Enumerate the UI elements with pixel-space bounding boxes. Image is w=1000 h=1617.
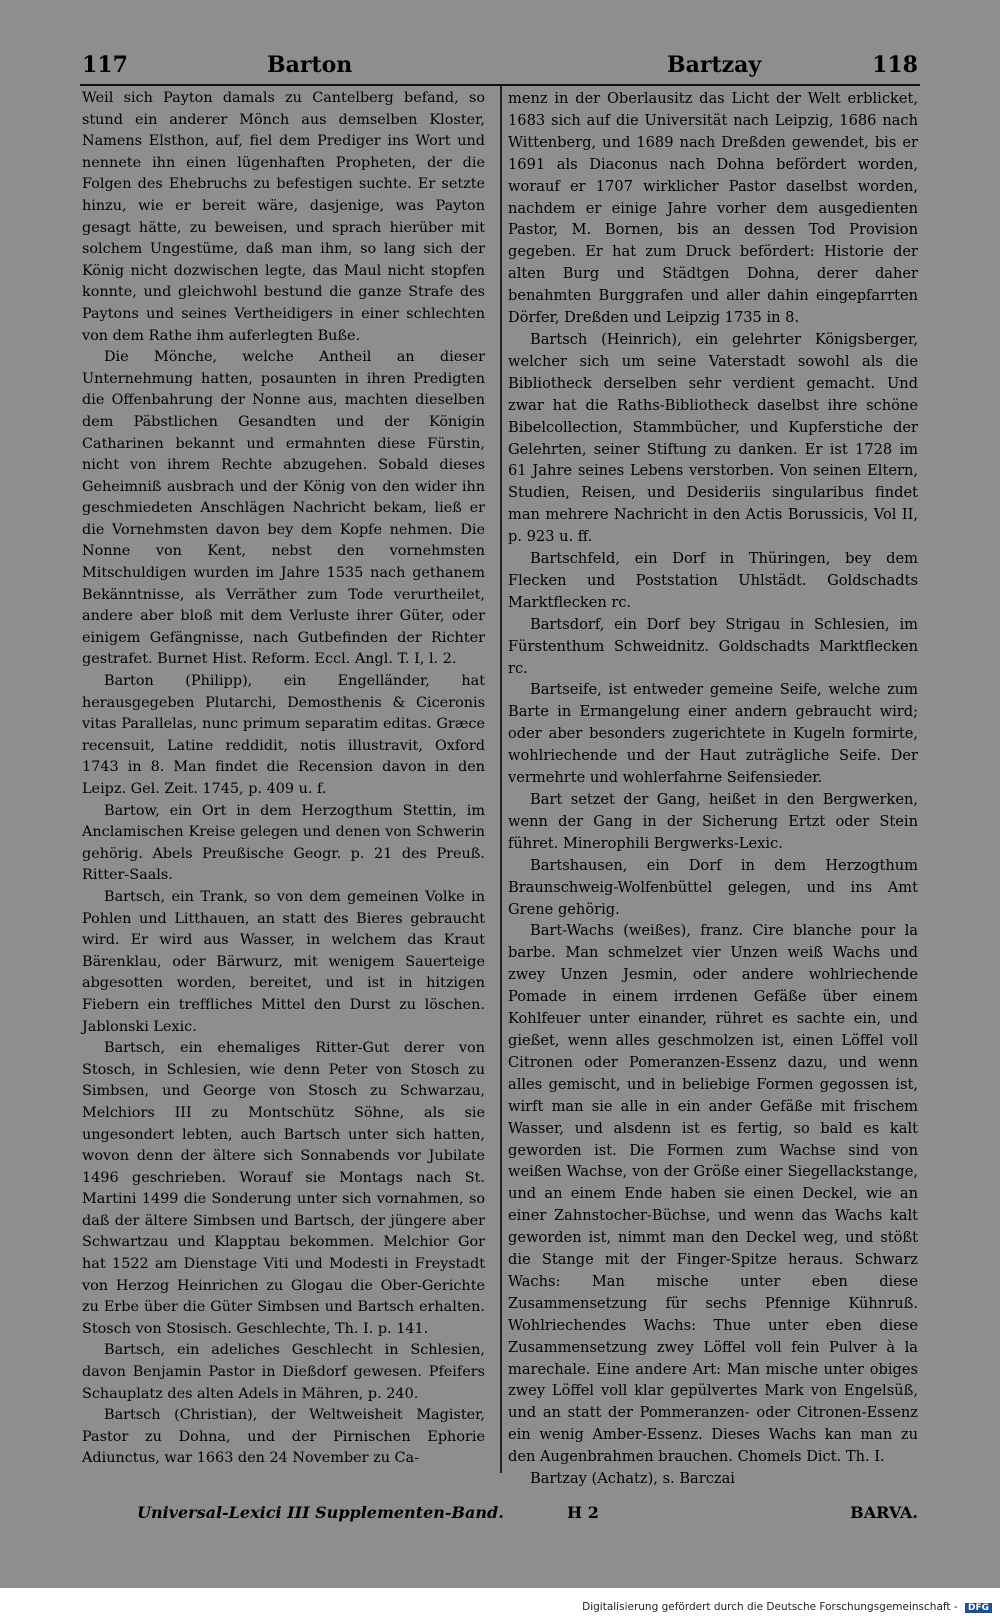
entry-bartow: Bartow, ein Ort in dem Herzogthum Stettin, im Anclamischen Kreise gelegen und denen von Schwerin gehörig. Abels Preußische Geogr. p. 21 des Preuß. Ritter-Saals. [82,802,485,884]
column-divider [500,86,502,1473]
signature-mark: H 2 [567,1503,599,1522]
entry-bart-setzet-der-gang: Bart setzet der Gang, heißet in den Bergwerken, wenn der Gang in der Sicherung Ertzt oder Stein führet. Minerophili Bergwerks-Lexic. [508,791,918,852]
entry-bartsch-heinrich: Bartsch (Heinrich), ein gelehrter Königsberger, welcher sich um seine Vaterstadt sowohl als die Bibliotheck derselben sehr verdient gemacht. Und zwar hat die Raths-Bibliotheck daselbst ihre schöne Bibelcollection, Stammbücher, und Kupferstiche der Gelehrten, seiner Stiftung zu danken. Er ist 1728 im 61 Jahre seines Lebens verstorben. Von seinen Eltern, Studien, Reisen, und Desideriis singularibus findet man mehrere Nachricht in den Actis Borussicis, Vol II, p. 923 u. ff. [508,330,918,546]
right-column [508,88,918,1490]
dfg-logo: DFG [965,1603,992,1613]
entry-bart-wachs: Bart-Wachs (weißes), franz. Cire blanche pour la barbe. Man schmelzet vier Unzen weiß Wachs und zwey Unzen Jesmin, oder andere wohlriechende Pomade in einem irrdenen Gefäße über einem Kohlfeuer unter einander, rühret es sachte ein, und gießet, wenn alles geschmolzen ist, einen Löffel voll Citronen oder Pomeranzen-Essenz dazu, und wenn alles gemischt, und in beliebige Formen gegossen ist, wirft man sie alle in ein ander Gefäße mit frischem Wasser, und alsdenn ist es fertig, so bald es kalt geworden ist. Die Formen zum Wachse sind von weißen Wachse, von der Größe einer Siegellackstange, und an einem Ende haben sie einen Deckel, wie an einer Zahnstocher-Büchse, und wenn das Wachs kalt geworden ist, nimmt man den Deckel weg, und stößt die Stange mit der Finger-Spitze heraus. Schwarz Wachs: Man mische unter eben diese Zusammensetzung für sechs Pfennige Kühnruß. Wohlriechendes Wachs: Thue unter eben diese Zusammensetzung zwey Löffel voll fein Pulver à la marechale. Eine andere Art: Man mische unter obiges zwey Löffel voll klar gepülvertes Mark von Engelsüß, und an statt der Pommeranzen- oder Citronen-Essenz ein wenig Amber-Essenz. Dieses Wachs kan man zu den Augenbrahmen brauchen. Chomels Dict. Th. I. [508,922,918,1466]
right-running-head: Bartzay [667,52,762,78]
page-footer [82,1503,918,1529]
left-column [82,88,485,1470]
entry-paragraph: Die Mönche, welche Antheil an dieser Unternehmung hatten, posaunten in ihren Predigten die Offenbahrung der Nonne aus, machten dieselben dem Päbstlichen Gesandten und der Königin Catharinen bekannt und ermahnten diese Fürstin, nicht von ihrem Rechte abzugehen. Sobald dieses Geheimniß ausbrach und der König von den wider ihn geschmiedeten Anschlägen Nachricht bekam, ließ er die Vornehmsten davon bey dem Kopfe nehmen. Die Nonne von Kent, nebst den vornehmsten Mitschuldigen wurden im Jahre 1535 nach gethanem Bekänntnisse, als Verräther zum Tode verurtheilet, andere aber bloß mit dem Verluste ihrer Güter, oder einigem Gefängnisse, nach Gutbefinden der Richter gestrafet. Burnet Hist. Reform. Eccl. Angl. T. I, l. 2. [82,349,485,668]
entry-bartsch-trank: Bartsch, ein Trank, so von dem gemeinen Volke in Pohlen und Litthauen, an statt des Bieres gebraucht wird. Er wird aus Wasser, in welchem das Kraut Bärenklau, oder Bärwurz, mit wenigem Sauerteige abgesotten worden, bereitet, und ist in hitzigen Fiebern ein treffliches Mittel den Durst zu löschen. Jablonski Lexic. [82,888,485,1035]
entry-bartsdorf: Bartsdorf, ein Dorf bey Strigau in Schlesien, im Fürstenthum Schweidnitz. Goldschadts Marktflecken rc. [508,615,918,677]
entry-bartsch-christian: Bartsch (Christian), der Weltweisheit Magister, Pastor zu Dohna, und der Pirnischen Ephorie Adiunctus, war 1663 den 24 November zu Ca- [82,1407,485,1467]
entry-continuation: menz in der Oberlausitz das Licht der Welt erblicket, 1683 sich auf die Universität nach Leipzig, 1686 nach Wittenberg, und 1689 nach Dreßden gewendet, bis er 1691 als Diaconus nach Dohna befördert worden, worauf er 1707 wirklicher Pastor daselbst worden, nachdem er einige Jahre vorher dem ausgedienten Pastor, M. Bornen, bis an dessen Tod Provision gegeben. Er hat zum Druck befördert: Historie der alten Burg und Städtgen Dohna, derer daher benahmten Burggrafen und aller dahin eingepfarrten Dörfer, Dreßden und Leipzig 1735 in 8. [508,90,918,327]
footer-title: Universal-Lexici III Supplementen-Band. [137,1503,504,1522]
entry-bartsch-rittergut: Bartsch, ein ehemaliges Ritter-Gut derer von Stosch, in Schlesien, wie denn Peter von Stosch zu Simbsen, und George von Stosch zu Schwarzau, Melchiors III zu Montschütz Söhne, als sie ungesondert lebten, auch Bartsch unter sich hatten, wovon denn der ältere sich Sonnabends vor Jubilate 1496 geschrieben. Worauf sie Montags nach St. Martini 1499 die Sonderung unter sich vornahmen, so daß der ältere Simbsen und Bartsch, der jüngere aber Schwartzau und Klapptau bekommen. Melchior Gor hat 1522 am Dienstage Viti und Modesti in Freystadt von Herzog Heinrichen zu Glogau die Ober-Gerichte zu Erbe über die Güter Simbsen und Bartsch erhalten. Stosch von Stosisch. Geschlechte, Th. I. p. 141. [82,1040,485,1337]
digitization-credit [582,1601,992,1613]
entry-bartseife: Bartseife, ist entweder gemeine Seife, welche zum Barte in Ermangelung einer andern gebraucht wird; oder aber besonders zugerichtete in Kugeln formirte, wohlriechende und der Haut zuträgliche Seife. Der vermehrte und wohlerfahrne Seifensieder. [508,681,918,787]
entry-bartschfeld: Bartschfeld, ein Dorf in Thüringen, bey dem Flecken und Poststation Uhlstädt. Goldschadts Marktflecken rc. [508,550,918,611]
entry-bartsch-geschlecht: Bartsch, ein adeliches Geschlecht in Schlesien, davon Benjamin Pastor in Dießdorf gewesen. Pfeifers Schauplatz des alten Adels in Mähren, p. 240. [82,1342,485,1402]
credit-text: Digitalisierung gefördert durch die Deutsche Forschungsgemeinschaft - [582,1601,958,1613]
catchword: BARVA. [850,1503,918,1522]
entry-bartzay: Bartzay (Achatz), s. Barczai [530,1470,735,1488]
entry-paragraph: Weil sich Payton damals zu Cantelberg befand, so stund ein anderer Mönch aus demselben Kloster, Namens Elsthon, auf, fiel dem Prediger ins Wort und nennete ihn einen lügenhaften Propheten, der die Folgen des Ehebruchs zu befestigen suchte. Er setzte hinzu, wie er bereit wäre, dasjenige, was Payton gesagt hätte, zu beweisen, und sprach hierüber mit solchem Ungestüme, daß man ihm, so lang sich der König nicht dozwischen legte, das Maul nicht stopfen konnte, und gleichwohl bestund die ganze Strafe des Paytons und seines Vertheidigers in einer schlechten von dem Rathe ihm auferlegten Buße. [82,90,485,344]
left-running-head: Barton [267,52,353,78]
left-page-number: 117 [82,52,128,78]
running-header [82,52,918,82]
right-page-number: 118 [872,52,918,78]
entry-barton-philipp: Barton (Philipp), ein Engelländer, hat herausgegeben Plutarchi, Demosthenis & Ciceronis vitas Parallelas, nunc primum separatim editas. Græce recensuit, Latine reddidit, notis illustravit, Oxford 1743 in 8. Man findet die Recension davon in den Leipz. Gel. Zeit. 1745, p. 409 u. f. [82,673,485,797]
entry-bartshausen: Bartshausen, ein Dorf in dem Herzogthum Braunschweig-Wolfenbüttel gelegen, und ins Amt Grene gehörig. [508,856,918,918]
